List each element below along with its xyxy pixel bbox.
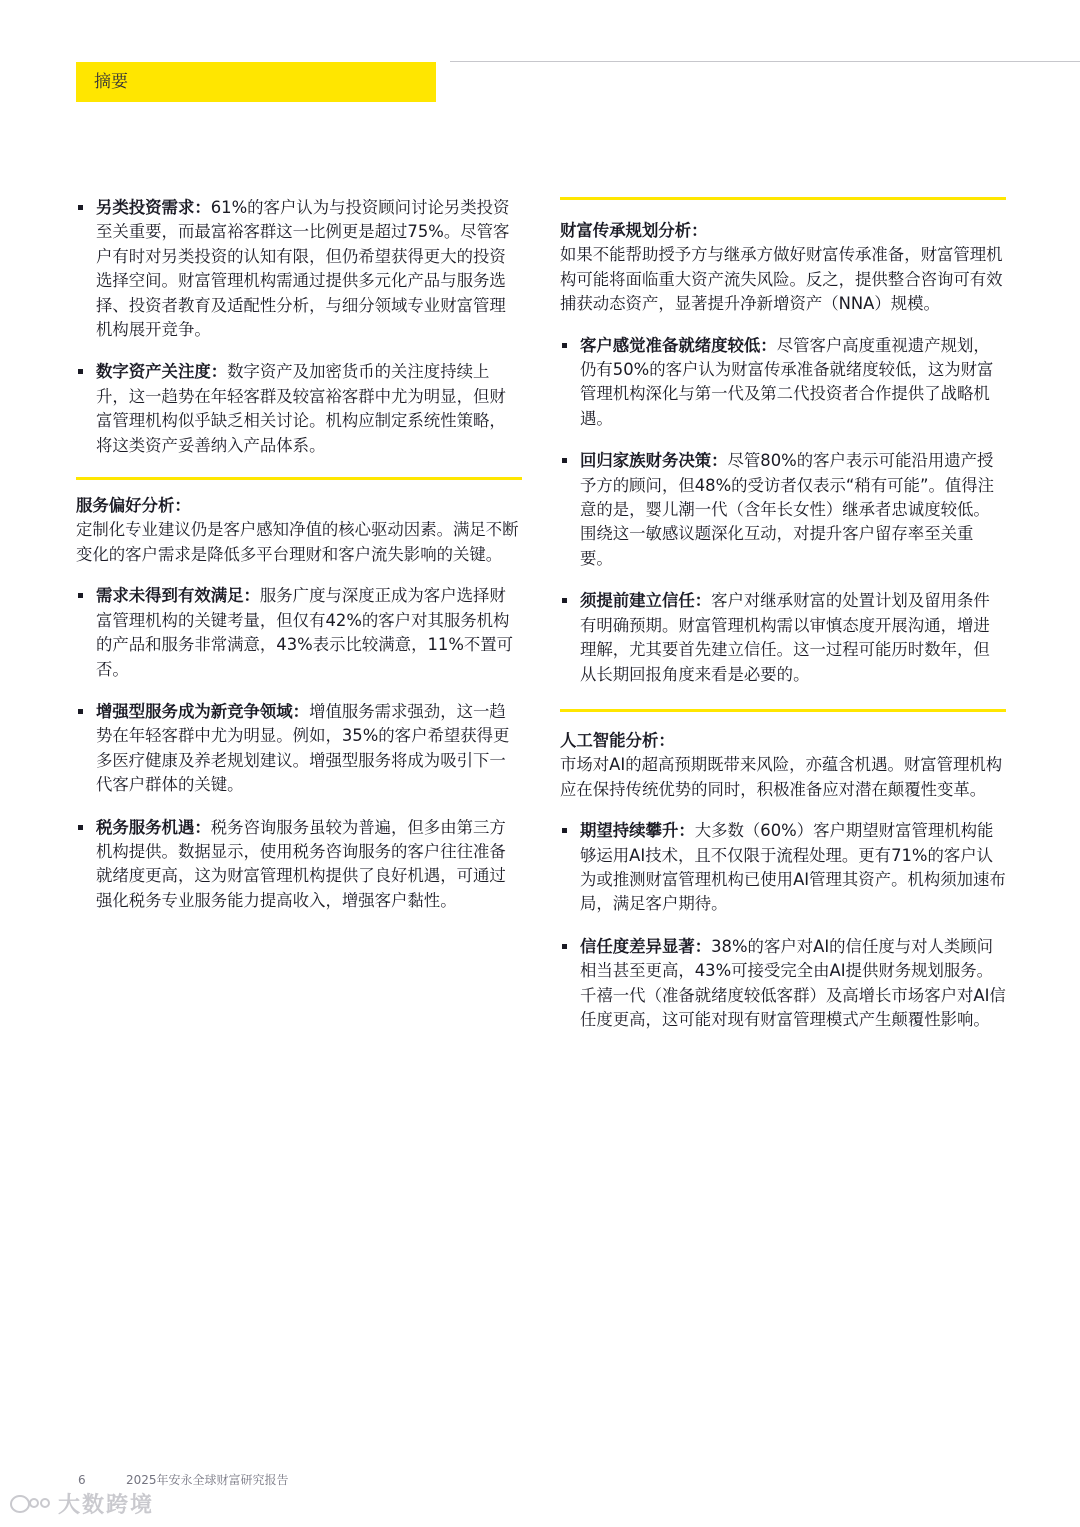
- bullet-text: 服务广度与深度正成为客户选择财富管理机构的关键考量，但仅有42%的客户对其服务机构的产品和服务非常满意，43%表示比较满意，11%不置可否。: [96, 586, 514, 679]
- bullet-lead: 增强型服务成为新竞争领域：: [96, 701, 310, 721]
- ai-section-intro: 市场对AI的超高预期既带来风险，亦蕴含机遇。财富管理机构应在保持传统优势的同时，积极准备应对潜在颠覆性变革。: [560, 755, 1003, 799]
- section-divider: [560, 709, 1006, 712]
- left-column: [76, 196, 522, 913]
- bullet-build-trust: [560, 589, 1006, 687]
- bullet-unmet-needs: [76, 584, 522, 682]
- bullet-text: 大多数（60%）客户期望财富管理机构能够运用AI技术，且不仅限于流程处理。更有71%的客户认为或推测财富管理机构已使用AI管理其资产。机构须加速布局，满足客户期待。: [580, 821, 1006, 914]
- watermark-text: 大数跨境: [58, 1492, 155, 1518]
- bullet-tax-services: [76, 816, 522, 914]
- ai-section-title: 人工智能分析：: [560, 730, 675, 750]
- section-divider: [560, 197, 1006, 200]
- bullet-lead: 另类投资需求：: [96, 198, 211, 217]
- bullet-text: 税务咨询服务虽较为普遍，但多由第三方机构提供。数据显示，使用税务咨询服务的客户往往准备就绪度更高，这为财富管理机构提供了良好机遇，可通过强化税务专业服务能力提高收入，增强客户黏性。: [96, 817, 506, 910]
- bullet-trust-gap: [560, 935, 1006, 1033]
- page-footer: [78, 1472, 289, 1488]
- section-tag: 摘要: [76, 62, 436, 102]
- bullet-family-decisions: [560, 449, 1006, 571]
- bullet-text: 尽管80%的客户表示可能沿用遗产授予方的顾问，但48%的受访者仅表示“稍有可能”。值得注意的是，婴儿潮一代（含年长女性）继承者忠诚度较低。围绕这一敏感议题深化互动，对提升客户留存率至关重要。: [580, 451, 995, 568]
- bullet-text: 客户对继承财富的处置计划及留用条件有明确预期。财富管理机构需以审慎态度开展沟通，增进理解，尤其要首先建立信任。这一过程可能历时数年，但从长期回报角度来看是必要的。: [580, 591, 990, 684]
- bullet-readiness: [560, 334, 1006, 432]
- header-divider: [450, 61, 1080, 62]
- bullet-lead: 税务服务机遇：: [96, 817, 211, 837]
- right-column: [560, 196, 1006, 1032]
- watermark: [8, 1488, 154, 1518]
- watermark-logo-icon: [8, 1490, 52, 1516]
- bullet-lead: 需求未得到有效满足：: [96, 586, 260, 606]
- legacy-section-intro: 如果不能帮助授予方与继承方做好财富传承准备，财富管理机构可能将面临重大资产流失风险。反之，提供整合咨询可有效捕获动态资产，显著提升净新增资产（NNA）规模。: [560, 245, 1003, 314]
- bullet-lead: 客户感觉准备就绪度较低：: [580, 335, 777, 355]
- page-number: 6: [78, 1473, 86, 1487]
- legacy-section-title: 财富传承规划分析：: [560, 221, 708, 240]
- bullet-text: 数字资产及加密货币的关注度持续上升，这一趋势在年轻客群及较富裕客群中尤为明显，但财富管理机构似乎缺乏相关讨论。机构应制定系统性策略，将这类资产妥善纳入产品体系。: [96, 362, 506, 455]
- bullet-text: 61%的客户认为与投资顾问讨论另类投资至关重要，而最富裕客群这一比例更是超过75%。尽管客户有时对另类投资的认知有限，但仍希望获得更大的投资选择空间。财富管理机构需通过提供多元化产品与服务选择、投资者教育及适配性分析，与细分领域专业财富管理机构展开竞争。: [96, 198, 510, 340]
- bullet-lead: 须提前建立信任：: [580, 591, 712, 611]
- bullet-alternative-investment: [76, 196, 522, 342]
- bullet-lead: 信任度差异显著：: [580, 936, 712, 956]
- bullet-lead: 数字资产关注度：: [96, 362, 228, 382]
- bullet-digital-assets: [76, 360, 522, 458]
- service-section-intro: 定制化专业建议仍是客户感知净值的核心驱动因素。满足不断变化的客户需求是降低多平台理财和客户流失影响的关键。: [76, 520, 519, 564]
- section-divider: [76, 477, 522, 480]
- bullet-text: 增值服务需求强劲，这一趋势在年轻客群中尤为明显。例如，35%的客户希望获得更多医疗健康及养老规划建议。增强型服务将成为吸引下一代客户群体的关键。: [96, 701, 510, 795]
- report-title: 2025年安永全球财富研究报告: [126, 1473, 289, 1487]
- bullet-text: 38%的客户对AI的信任度与对人类顾问相当甚至更高，43%可接受完全由AI提供财务规划服务。千禧一代（准备就绪度较低客群）及高增长市场客户对AI信任度更高，这可能对现有财富管理模式产生颠覆性影响。: [580, 936, 1006, 1029]
- bullet-text: 尽管客户高度重视遗产规划，仍有50%的客户认为财富传承准备就绪度较低，这为财富管理机构深化与第一代及第二代投资者合作提供了战略机遇。: [580, 335, 994, 428]
- bullet-lead: 期望持续攀升：: [580, 821, 695, 841]
- service-section-title: 服务偏好分析：: [76, 496, 191, 516]
- bullet-lead: 回归家族财务决策：: [580, 451, 728, 471]
- bullet-enhanced-services: [76, 700, 522, 798]
- bullet-rising-expectations: [560, 819, 1006, 917]
